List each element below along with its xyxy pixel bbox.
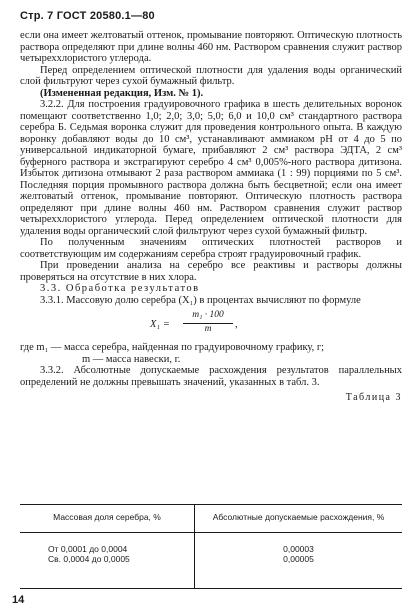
- table-header-tolerance: Абсолютные допускаемые расхождения, %: [212, 512, 385, 522]
- table-bottom-rule: [20, 588, 402, 589]
- table-cell-tolerance-1: 0,00003: [283, 544, 314, 554]
- paragraph-filter-note: Перед определением оптической плотности для удаления воды органический слой фильтруют через сухой бумажный фильтр.: [20, 64, 402, 87]
- table-cell-tolerance-2: 0,00005: [283, 554, 314, 564]
- paragraph-3-2-2: 3.2.2. Для построения градуировочного графика в шесть делительных воронок помещают соответственно 1,0; 2,0; 3,0; 5,0; 6,0 и 10,0 см³ стандартного раствора серебра Б. Седьмая воронка служит для проведения контрольного опыта. В каждую воронку добавляют воды до 10 см³, устанавливают аммиаком pH от 4 до 5 по универсальной индикаторной бумаге, прибавляют 2 см³ раствора ЭДТА, 2 см³ буферного раствора и экстрагируют серебро 4 см³ 0,005%-ного раствора дитизона. Избыток дитизона отмывают 2 раза раствором аммиака (1 : 99) порциями по 5 см³. Последняя порция промывного раствора должна быть бесцветной; если она имеет желтоватый оттенок, промывание повторяют. Оптическую плотность раствора определяют при длине волны 460 нм. Раствором сравнения служит раствор четыреххлористого углерода. Перед определением оптической плотности для удаления воды органический слой фильтруют через сухой бумажный фильтр.: [20, 99, 402, 237]
- table-header-rule: [20, 532, 402, 533]
- paragraph-chlorine-check: При проведении анализа на серебро все реактивы и растворы должны проверяться на отсутствие в них хлора.: [20, 260, 402, 283]
- formula: [20, 310, 402, 340]
- formula-numerator: m₁ · 100: [183, 310, 233, 324]
- formula-denominator: m: [204, 323, 212, 334]
- table-title: Таблица 3: [345, 392, 402, 403]
- where-clause-m: m — масса навески, г.: [82, 353, 181, 365]
- section-heading-3-3: 3.3. Обработка результатов: [40, 283, 200, 294]
- page-header: Стр. 7 ГОСТ 20580.1—80: [20, 10, 155, 22]
- table-top-rule: [20, 504, 402, 505]
- paragraph-3-3-2: 3.3.2. Абсолютные допускаемые расхождения результатов параллельных определений не должны превышать значений, указанных в табл. 3.: [20, 365, 402, 388]
- page-number: 14: [12, 594, 25, 606]
- paragraph-calibration: По полученным значениям оптических плотностей растворов и соответствующим им содержаниям серебра строят градуировочный график.: [20, 237, 402, 260]
- formula-fraction: [183, 310, 233, 335]
- document-body: [20, 30, 402, 404]
- paragraph-continuation: если она имеет желтоватый оттенок, промывание повторяют. Оптическую плотность раствора определяют при длине волны 460 нм. Раствором сравнения служит раствор четыреххлористого углерода.: [20, 30, 402, 64]
- table-cell-range-1: От 0,0001 до 0,0004: [48, 544, 128, 554]
- paragraph-3-3-1: 3.3.1. Массовую долю серебра (X₁) в процентах вычисляют по формуле: [40, 294, 361, 306]
- table-3: [20, 504, 402, 594]
- where-clause-m1: где m₁ — масса серебра, найденная по градуировочному графику, г;: [20, 342, 325, 353]
- table-header-mass-fraction: Массовая доля серебра, %: [53, 512, 161, 522]
- table-cell-range-2: Св. 0,0004 до 0,0005: [48, 554, 130, 564]
- formula-lhs: X₁ =: [150, 319, 170, 330]
- amendment-note: (Измененная редакция, Изм. № 1).: [40, 87, 204, 99]
- formula-tail: ,: [235, 319, 238, 330]
